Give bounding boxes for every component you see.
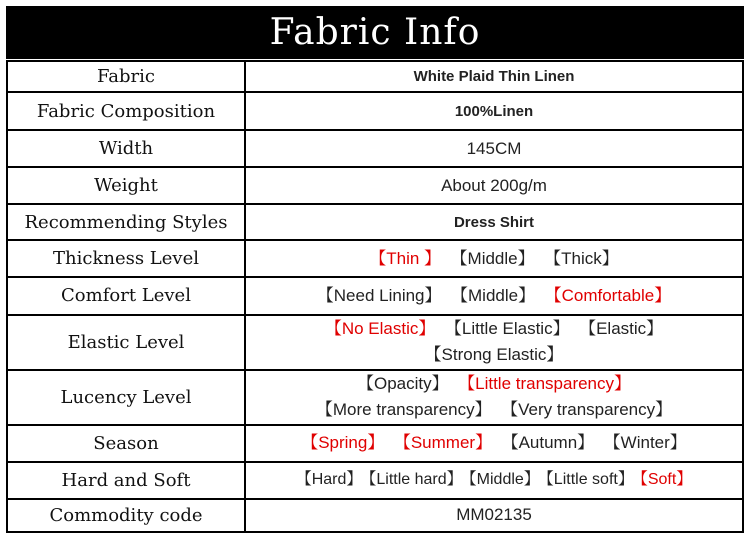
option-unselected: 【Very transparency】 [509, 400, 673, 420]
option-unselected: 【Middle】 [459, 285, 536, 305]
option-unselected: 【Hard】 [295, 471, 363, 489]
row-label-lucency: Lucency Level [7, 370, 245, 425]
row-label-elastic: Elastic Level [7, 315, 245, 370]
fabric-info-table [6, 60, 744, 533]
table-row [7, 315, 743, 370]
row-value-composition: 100%Linen [245, 92, 743, 130]
option-unselected: 【Strong Elastic】 [424, 345, 564, 365]
option-selected: 【No Elastic】 [324, 319, 436, 339]
option-unselected: 【Middle】 [459, 248, 535, 268]
option-unselected: 【Middle】 [468, 471, 540, 489]
option-unselected: 【Need Lining】 [316, 285, 442, 305]
table-row [7, 499, 743, 532]
table-row [7, 204, 743, 240]
table-row [7, 92, 743, 130]
option-unselected: 【Thick】 [552, 248, 619, 268]
table-row [7, 130, 743, 167]
table-row [7, 61, 743, 92]
row-label-weight: Weight [7, 167, 245, 204]
option-selected: 【Comfortable】 [553, 285, 672, 305]
option-unselected: 【Opacity】 [356, 374, 449, 394]
row-value-hardsoft [245, 462, 743, 499]
option-unselected: 【Autumn】 [510, 433, 595, 453]
row-value-fabric: White Plaid Thin Linen [245, 61, 743, 92]
option-selected: 【Spring】 [301, 433, 385, 453]
row-value-season [245, 425, 743, 462]
table-row [7, 370, 743, 425]
row-label-code: Commodity code [7, 499, 245, 532]
row-label-width: Width [7, 130, 245, 167]
row-label-comfort: Comfort Level [7, 277, 245, 314]
option-unselected: 【Little hard】 [368, 471, 463, 489]
table-row [7, 425, 743, 462]
row-value-comfort [245, 277, 743, 314]
option-selected: 【Summer】 [402, 433, 493, 453]
row-label-hardsoft: Hard and Soft [7, 462, 245, 499]
option-selected: 【Soft】 [639, 471, 693, 489]
option-unselected: 【Little Elastic】 [453, 319, 570, 339]
option-selected: 【Little transparency】 [466, 374, 632, 394]
row-value-weight: About 200g/m [245, 167, 743, 204]
table-row [7, 240, 743, 277]
row-label-styles: Recommending Styles [7, 204, 245, 240]
option-unselected: 【Elastic】 [587, 319, 664, 339]
row-value-width: 145CM [245, 130, 743, 167]
table-row [7, 277, 743, 314]
option-unselected: 【More transparency】 [315, 400, 492, 420]
row-value-lucency [245, 370, 743, 425]
option-unselected: 【Little soft】 [545, 471, 634, 489]
option-unselected: 【Winter】 [612, 433, 687, 453]
option-selected: 【Thin 】 [369, 248, 442, 268]
page-title: Fabric Info [6, 6, 744, 59]
row-label-thickness: Thickness Level [7, 240, 245, 277]
row-value-thickness [245, 240, 743, 277]
row-label-season: Season [7, 425, 245, 462]
table-row [7, 167, 743, 204]
row-value-styles: Dress Shirt [245, 204, 743, 240]
row-value-elastic [245, 315, 743, 370]
row-label-composition: Fabric Composition [7, 92, 245, 130]
row-value-code: MM02135 [245, 499, 743, 532]
table-row [7, 462, 743, 499]
row-label-fabric: Fabric [7, 61, 245, 92]
